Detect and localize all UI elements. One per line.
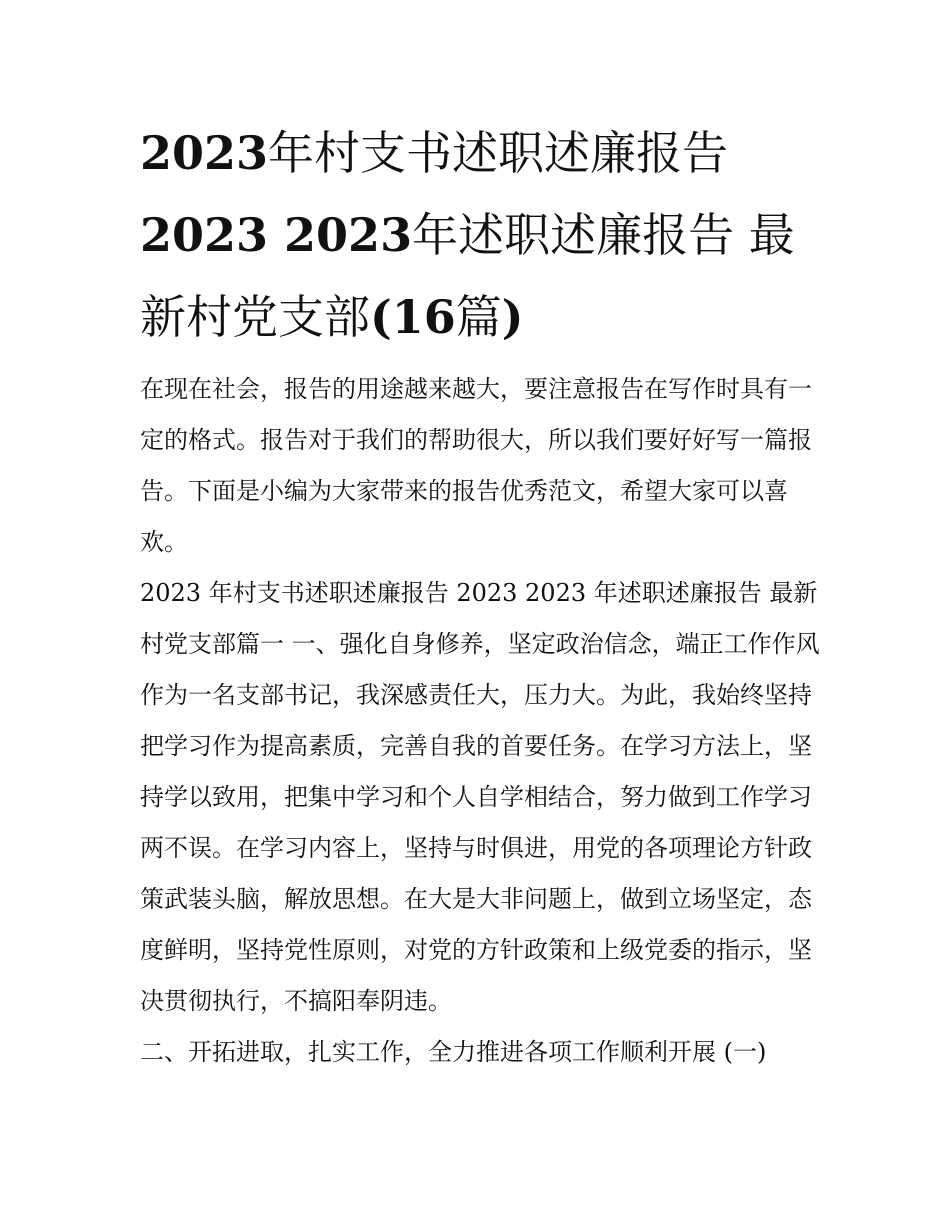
title-count: (16 (370, 290, 456, 344)
document-page (140, 112, 830, 1078)
title-text-1: 年村支书述职述廉报告 (268, 126, 729, 180)
title-year-1: 2023 (140, 126, 269, 180)
section-two-paragraph: 二、开拓进取，扎实工作，全力推进各项工作顺利开展 (一) (140, 1038, 767, 1066)
body-paragraph: 作为一名支部书记，我深感责任大，压力大。为此，我始终坚持把学习作为提高素质，完善自我的首要任务。在学习方法上，坚持学以致用，把集中学习和个人自学相结合，努力做到工作学习两不误。在学习内容上，坚持与时俱进，用党的各项理论方针政策武装头脑，解放思想。在大是大非问题上，做到立场坚定，态度鲜明，坚持党性原则，对党的方针政策和上级党委的指示，坚决贯彻执行，不搞阳奉阴违。 (140, 681, 812, 1015)
section-heading-paragraph: 2023 年村支书述职述廉报告 2023 2023 年述职述廉报告 最新村党支部篇一 一、强化自身修养，坚定政治信念，端正工作作风 (140, 579, 820, 658)
title-text-3a: 新村党支部 (140, 290, 370, 344)
document-title (140, 112, 830, 358)
title-paren-close: ) (501, 290, 524, 344)
intro-paragraph: 在现在社会，报告的用途越来越大，要注意报告在写作时具有一定的格式。报告对于我们的帮助很大，所以我们要好好写一篇报告。下面是小编为大家带来的报告优秀范文，希望大家可以喜欢。 (140, 375, 812, 556)
title-text-3b: 篇 (455, 290, 502, 344)
title-text-2: 年述职述廉报告 最 (412, 208, 795, 262)
title-year-2: 2023 2023 (140, 208, 413, 262)
